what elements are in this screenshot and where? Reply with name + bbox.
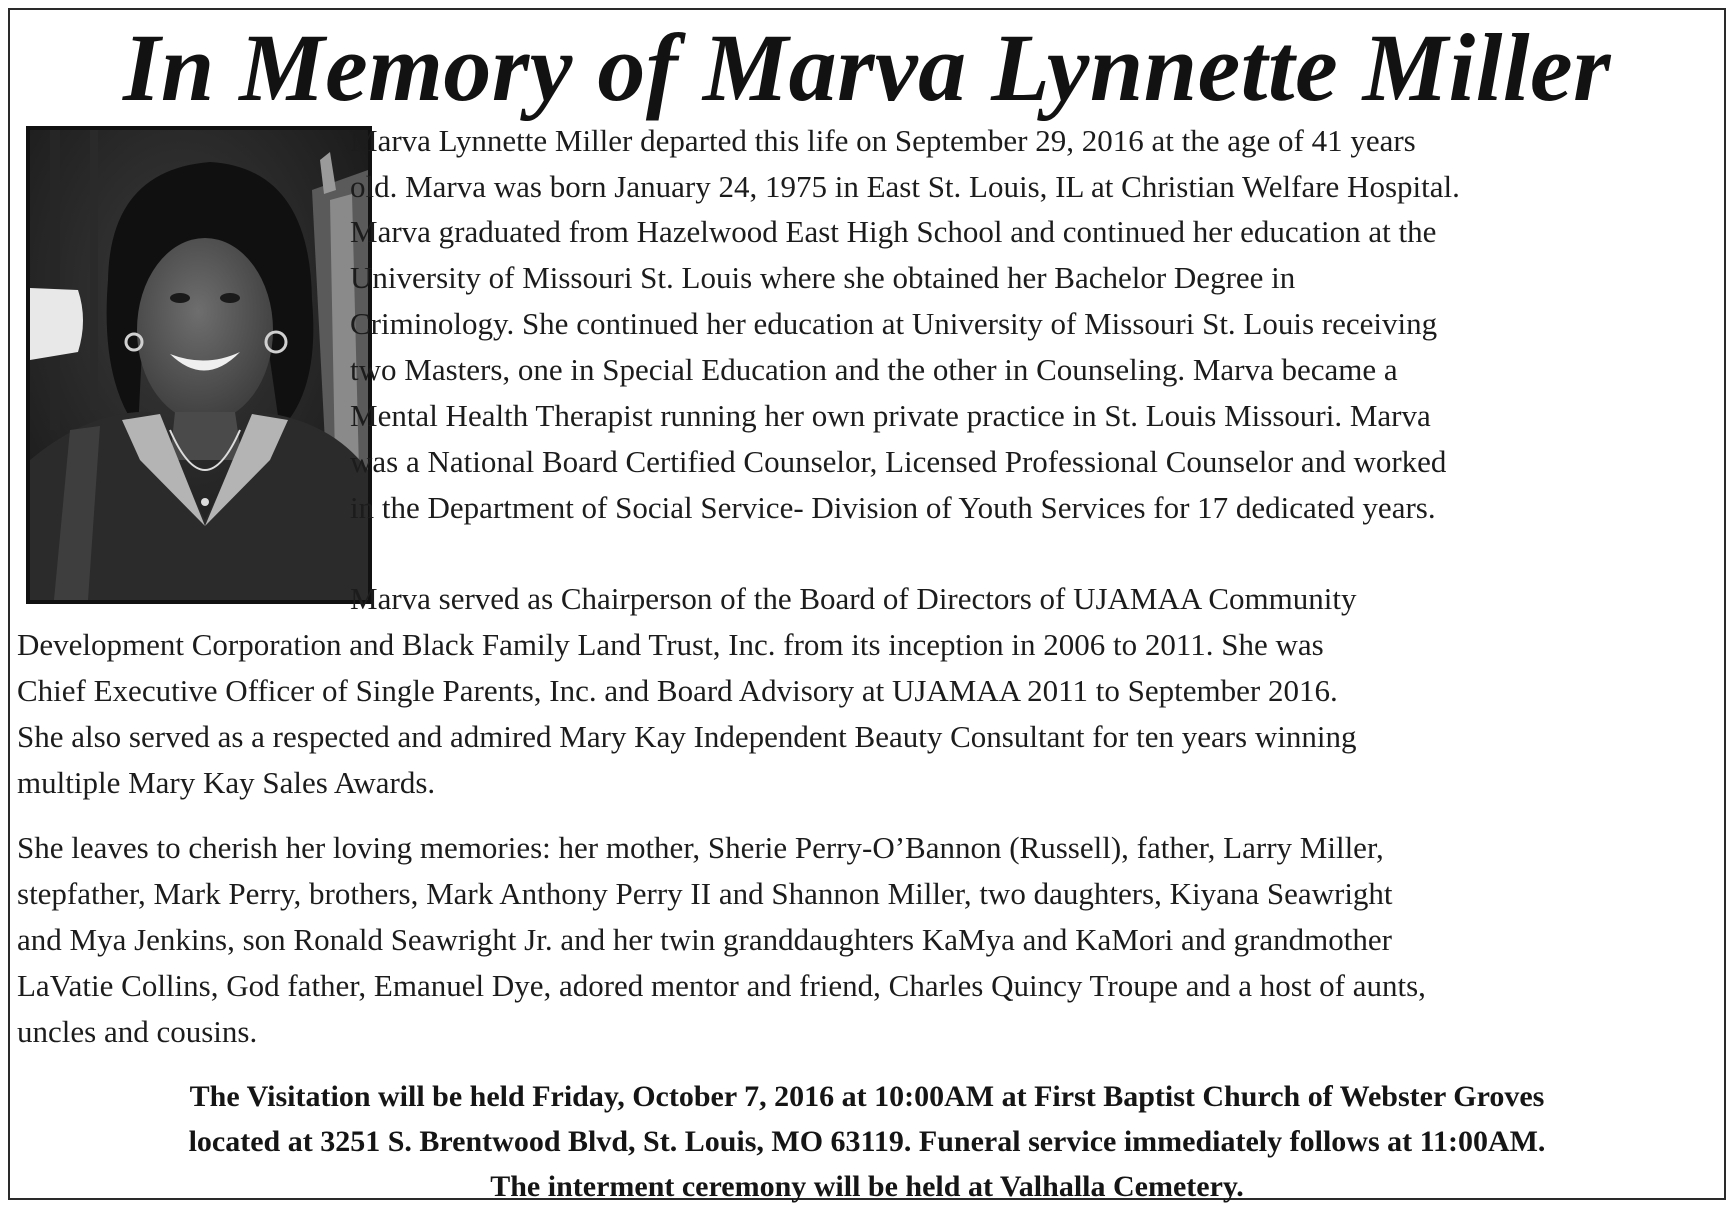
text-line: Development Corporation and Black Family Land Trust, Inc. from its inception in 2006 to 2011. She was: [17, 627, 1324, 662]
text-line: in the Department of Social Service- Division of Youth Services for 17 dedicated years.: [350, 490, 1436, 525]
text-line: Criminology. She continued her education at University of Missouri St. Louis receiving: [350, 306, 1438, 341]
paragraph-service-first-line: [350, 576, 1356, 622]
portrait-image: [30, 130, 368, 600]
text-line: was a National Board Certified Counselor, Licensed Professional Counselor and worked: [350, 444, 1447, 479]
text-line: She leaves to cherish her loving memories: her mother, Sherie Perry-O’Bannon (Russell), father, Larry Miller,: [17, 830, 1384, 865]
text-line: Marva served as Chairperson of the Board of Directors of UJAMAA Community: [350, 581, 1357, 616]
text-line: old. Marva was born January 24, 1975 in East St. Louis, IL at Christian Welfare Hospital.: [350, 169, 1460, 204]
text-line: Chief Executive Officer of Single Parents, Inc. and Board Advisory at UJAMAA 2011 to September 2016.: [17, 673, 1338, 708]
notice-title: In Memory of Marva Lynnette Miller: [122, 14, 1612, 121]
text-line: two Masters, one in Special Education and the other in Counseling. Marva became a: [350, 352, 1398, 387]
text-line: University of Missouri St. Louis where she obtained her Bachelor Degree in: [350, 260, 1296, 295]
paragraph-service: [17, 622, 1356, 806]
obituary-notice: [8, 8, 1726, 1203]
text-line: stepfather, Mark Perry, brothers, Mark Anthony Perry II and Shannon Miller, two daughters, Kiyana Seawright: [17, 876, 1393, 911]
services-line: The interment ceremony will be held at Valhalla Cemetery.: [490, 1170, 1244, 1203]
paragraph-survivors: [17, 825, 1426, 1055]
text-line: and Mya Jenkins, son Ronald Seawright Jr. and her twin granddaughters KaMya and KaMori and grandmother: [17, 922, 1392, 957]
paragraph-birth: [350, 118, 1460, 210]
text-line: LaVatie Collins, God father, Emanuel Dye, adored mentor and friend, Charles Quincy Troupe and a host of aunts,: [17, 968, 1426, 1003]
text-line: She also served as a respected and admired Mary Kay Independent Beauty Consultant for ten years winning: [17, 719, 1357, 754]
services-line: The Visitation will be held Friday, October 7, 2016 at 10:00AM at First Baptist Church of Webster Groves: [189, 1080, 1545, 1113]
service-details: [10, 1074, 1724, 1209]
text-line: Marva graduated from Hazelwood East High School and continued her education at the: [350, 214, 1437, 249]
portrait-photo: [26, 126, 372, 604]
services-line: located at 3251 S. Brentwood Blvd, St. Louis, MO 63119. Funeral service immediately follows at 11:00AM.: [188, 1125, 1546, 1158]
text-line: Mental Health Therapist running her own private practice in St. Louis Missouri. Marva: [350, 398, 1431, 433]
text-line: multiple Mary Kay Sales Awards.: [17, 765, 436, 800]
text-line: uncles and cousins.: [17, 1014, 258, 1049]
paragraph-education-career: [350, 209, 1446, 531]
text-line: Marva Lynnette Miller departed this life on September 29, 2016 at the age of 41 years: [350, 123, 1416, 158]
